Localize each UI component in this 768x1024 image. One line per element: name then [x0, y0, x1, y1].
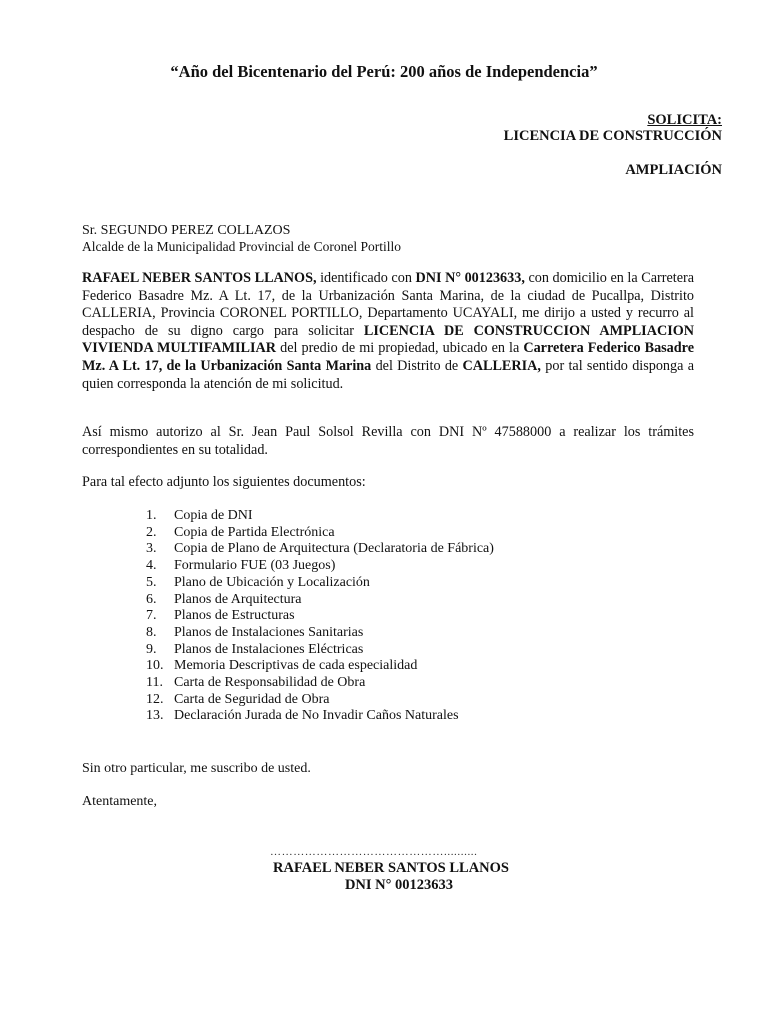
text-segment: del Distrito de	[371, 357, 463, 374]
document-list-item	[146, 625, 494, 642]
text-segment: por tal sentido disponga a quien corresponda la atención de mi solicitud.	[82, 357, 695, 392]
document-text: Planos de Estructuras	[174, 608, 295, 624]
document-list-item	[146, 541, 494, 558]
subject-line-license: LICENCIA DE CONSTRUCCIÓN	[503, 128, 722, 144]
document-number: 5.	[146, 574, 157, 590]
applicant-name: RAFAEL NEBER SANTOS LLANOS,	[82, 270, 317, 286]
attachments-intro: Para tal efecto adjunto los siguientes documentos:	[82, 474, 366, 490]
district-name: CALLERIA,	[462, 357, 541, 374]
document-number: 7.	[146, 608, 157, 624]
document-number: 6.	[146, 591, 157, 607]
document-number: 3.	[146, 541, 157, 557]
documents-list	[146, 508, 494, 725]
text-segment: identificado con	[316, 270, 416, 286]
document-list-item	[146, 592, 494, 609]
document-number: 4.	[146, 558, 157, 574]
document-number: 8.	[146, 624, 157, 640]
signature-name: RAFAEL NEBER SANTOS LLANOS	[273, 860, 509, 876]
document-text: Planos de Instalaciones Eléctricas	[174, 641, 364, 657]
document-list-item	[146, 508, 494, 525]
year-title: “Año del Bicentenario del Perú: 200 años de Independencia”	[170, 62, 598, 81]
document-number: 2.	[146, 524, 157, 540]
document-text: Plano de Ubicación y Localización	[174, 574, 370, 590]
document-list-item	[146, 708, 494, 725]
document-text: Copia de DNI	[174, 508, 253, 523]
document-list-item	[146, 558, 494, 575]
document-list-item	[146, 608, 494, 625]
request-paragraph	[82, 270, 694, 393]
subject-heading: SOLICITA:	[647, 112, 722, 128]
subject-line-extension: AMPLIACIÓN	[625, 162, 722, 178]
document-number: 10.	[146, 658, 164, 674]
text-segment: con domicilio en la Carretera Federico Basadre Mz. A Lt. 17, de la Urbanización Santa Marina, de la ciudad de Pucallpa, Distrito CALLERIA, Provincia CORONEL PORTILLO, Departamento UCAYALI, me dirijo a usted y recurro al despacho de su digno cargo para solicitar	[82, 270, 695, 339]
document-text: Carta de Responsabilidad de Obra	[174, 675, 366, 691]
applicant-dni: DNI N° 00123633,	[415, 270, 525, 286]
document-text: Copia de Partida Electrónica	[174, 524, 335, 540]
document-number: 12.	[146, 691, 164, 707]
authorization-paragraph: Así mismo autorizo al Sr. Jean Paul Solsol Revilla con DNI Nº 47588000 a realizar los trámites correspondientes en su totalidad.	[82, 424, 694, 458]
document-list-item	[146, 692, 494, 709]
property-address: Carretera Federico Basadre Mz. A Lt. 17, de la Urbanización Santa Marina	[82, 340, 695, 374]
document-list-item	[146, 575, 494, 592]
document-text: Planos de Arquitectura	[174, 591, 302, 607]
addressee-title: Alcalde de la Municipalidad Provincial de Coronel Portillo	[82, 239, 402, 254]
addressee-name: Sr. SEGUNDO PEREZ COLLAZOS	[82, 223, 291, 238]
closing-line: Sin otro particular, me suscribo de usted.	[82, 761, 311, 776]
document-number: 13.	[146, 708, 164, 724]
document-text: Formulario FUE (03 Juegos)	[174, 558, 336, 574]
document-list-item	[146, 525, 494, 542]
addressee-block	[82, 223, 401, 255]
license-type: LICENCIA DE CONSTRUCCION AMPLIACION VIVIENDA MULTIFAMILIAR	[82, 322, 694, 357]
signature-dni: DNI N° 00123633	[344, 877, 454, 893]
document-text: Declaración Jurada de No Invadir Caños Naturales	[174, 708, 459, 724]
closing-salutation: Atentamente,	[82, 794, 158, 809]
document-text: Carta de Seguridad de Obra	[174, 691, 330, 707]
document-list-item	[146, 675, 494, 692]
document-number: 11.	[146, 675, 163, 691]
document-text: Planos de Instalaciones Sanitarias	[174, 624, 364, 640]
document-text: Memoria Descriptivas de cada especialidad	[174, 658, 418, 674]
text-segment: del predio de mi propiedad, ubicado en la	[276, 340, 524, 357]
document-text: Copia de Plano de Arquitectura (Declaratoria de Fábrica)	[174, 541, 494, 557]
document-number: 9.	[146, 641, 157, 657]
document-list-item	[146, 642, 494, 659]
signature-line: ………………………………………..........	[270, 846, 478, 858]
document-number: 1.	[146, 508, 157, 523]
document-list-item	[146, 658, 494, 675]
